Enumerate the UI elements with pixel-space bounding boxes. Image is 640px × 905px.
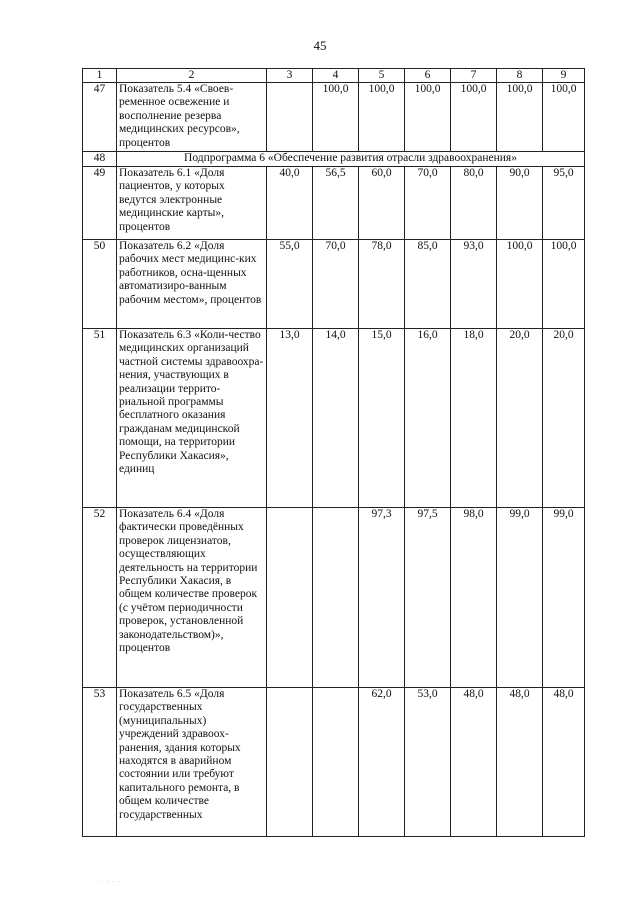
value-cell: 100,0 bbox=[405, 83, 451, 152]
row-number: 47 bbox=[83, 83, 117, 152]
value-cell: 60,0 bbox=[359, 167, 405, 240]
value-cell: 100,0 bbox=[451, 83, 497, 152]
value-cell: 100,0 bbox=[313, 83, 359, 152]
col-header: 5 bbox=[359, 69, 405, 83]
row-number: 48 bbox=[83, 152, 117, 167]
col-header: 1 bbox=[83, 69, 117, 83]
table-row bbox=[83, 167, 585, 240]
value-cell: 18,0 bbox=[451, 329, 497, 508]
value-cell: 80,0 bbox=[451, 167, 497, 240]
value-cell: 85,0 bbox=[405, 240, 451, 329]
row-number: 52 bbox=[83, 508, 117, 688]
table-row bbox=[83, 508, 585, 688]
indicator-cell: Показатель 6.5 «Доля государственных (муниципальных) учреждений здравоох-ранения, здания которых находятся в аварийном состоянии или требуют капитального ремонта, в общем количестве государственных bbox=[117, 688, 267, 837]
table-row bbox=[83, 240, 585, 329]
value-cell: 70,0 bbox=[313, 240, 359, 329]
value-cell: 14,0 bbox=[313, 329, 359, 508]
subprogram-title: Подпрограмма 6 «Обеспечение развития отрасли здравоохранения» bbox=[117, 152, 585, 167]
col-header: 4 bbox=[313, 69, 359, 83]
value-cell: 48,0 bbox=[451, 688, 497, 837]
value-cell: 93,0 bbox=[451, 240, 497, 329]
value-cell: 15,0 bbox=[359, 329, 405, 508]
value-cell: 99,0 bbox=[497, 508, 543, 688]
value-cell: 48,0 bbox=[497, 688, 543, 837]
value-cell: 100,0 bbox=[497, 240, 543, 329]
row-number: 53 bbox=[83, 688, 117, 837]
value-cell: 90,0 bbox=[497, 167, 543, 240]
col-header: 3 bbox=[267, 69, 313, 83]
value-cell: 100,0 bbox=[359, 83, 405, 152]
page-number: 45 bbox=[313, 38, 327, 53]
col-header: 6 bbox=[405, 69, 451, 83]
table-row bbox=[83, 83, 585, 152]
value-cell: 100,0 bbox=[543, 240, 585, 329]
value-cell: 62,0 bbox=[359, 688, 405, 837]
value-cell: 53,0 bbox=[405, 688, 451, 837]
value-cell: 98,0 bbox=[451, 508, 497, 688]
value-cell bbox=[267, 508, 313, 688]
value-cell: 16,0 bbox=[405, 329, 451, 508]
scan-artifact: · · · · bbox=[100, 878, 122, 886]
value-cell bbox=[267, 83, 313, 152]
value-cell: 48,0 bbox=[543, 688, 585, 837]
col-header: 8 bbox=[497, 69, 543, 83]
value-cell: 55,0 bbox=[267, 240, 313, 329]
indicator-cell: Показатель 5.4 «Своев-ременное освежение и восполнение резерва медицинских ресурсов», процентов bbox=[117, 83, 267, 152]
indicator-cell: Показатель 6.1 «Доля пациентов, у которых ведутся электронные медицинские карты», процентов bbox=[117, 167, 267, 240]
value-cell bbox=[313, 688, 359, 837]
value-cell: 99,0 bbox=[543, 508, 585, 688]
col-header: 7 bbox=[451, 69, 497, 83]
table-row bbox=[83, 688, 585, 837]
value-cell: 100,0 bbox=[543, 83, 585, 152]
table-row bbox=[83, 152, 585, 167]
indicator-cell: Показатель 6.3 «Коли-чество медицинских организаций частной системы здравоохра-нения, участвующих в реализации террито-риальной программы бесплатного оказания гражданам медицинской помощи, на территории Республики Хакасия», единиц bbox=[117, 329, 267, 508]
row-number: 50 bbox=[83, 240, 117, 329]
value-cell bbox=[313, 508, 359, 688]
value-cell: 40,0 bbox=[267, 167, 313, 240]
col-header: 9 bbox=[543, 69, 585, 83]
table-row bbox=[83, 329, 585, 508]
table-header-row bbox=[83, 69, 585, 83]
col-header: 2 bbox=[117, 69, 267, 83]
value-cell: 78,0 bbox=[359, 240, 405, 329]
indicator-cell: Показатель 6.4 «Доля фактически проведённых проверок лицензиатов, осуществляющих деятельность на территории Республики Хакасия, в общем количестве проверок (с учётом периодичности проверок, установленной законодательством)», процентов bbox=[117, 508, 267, 688]
value-cell: 95,0 bbox=[543, 167, 585, 240]
value-cell: 20,0 bbox=[497, 329, 543, 508]
value-cell: 97,5 bbox=[405, 508, 451, 688]
value-cell: 97,3 bbox=[359, 508, 405, 688]
value-cell: 56,5 bbox=[313, 167, 359, 240]
indicator-table bbox=[82, 68, 585, 837]
row-number: 51 bbox=[83, 329, 117, 508]
value-cell: 100,0 bbox=[497, 83, 543, 152]
value-cell bbox=[267, 688, 313, 837]
row-number: 49 bbox=[83, 167, 117, 240]
indicator-cell: Показатель 6.2 «Доля рабочих мест медицинс-ких работников, осна-щенных автоматизиро-ванным рабочим местом», процентов bbox=[117, 240, 267, 329]
value-cell: 70,0 bbox=[405, 167, 451, 240]
value-cell: 20,0 bbox=[543, 329, 585, 508]
value-cell: 13,0 bbox=[267, 329, 313, 508]
